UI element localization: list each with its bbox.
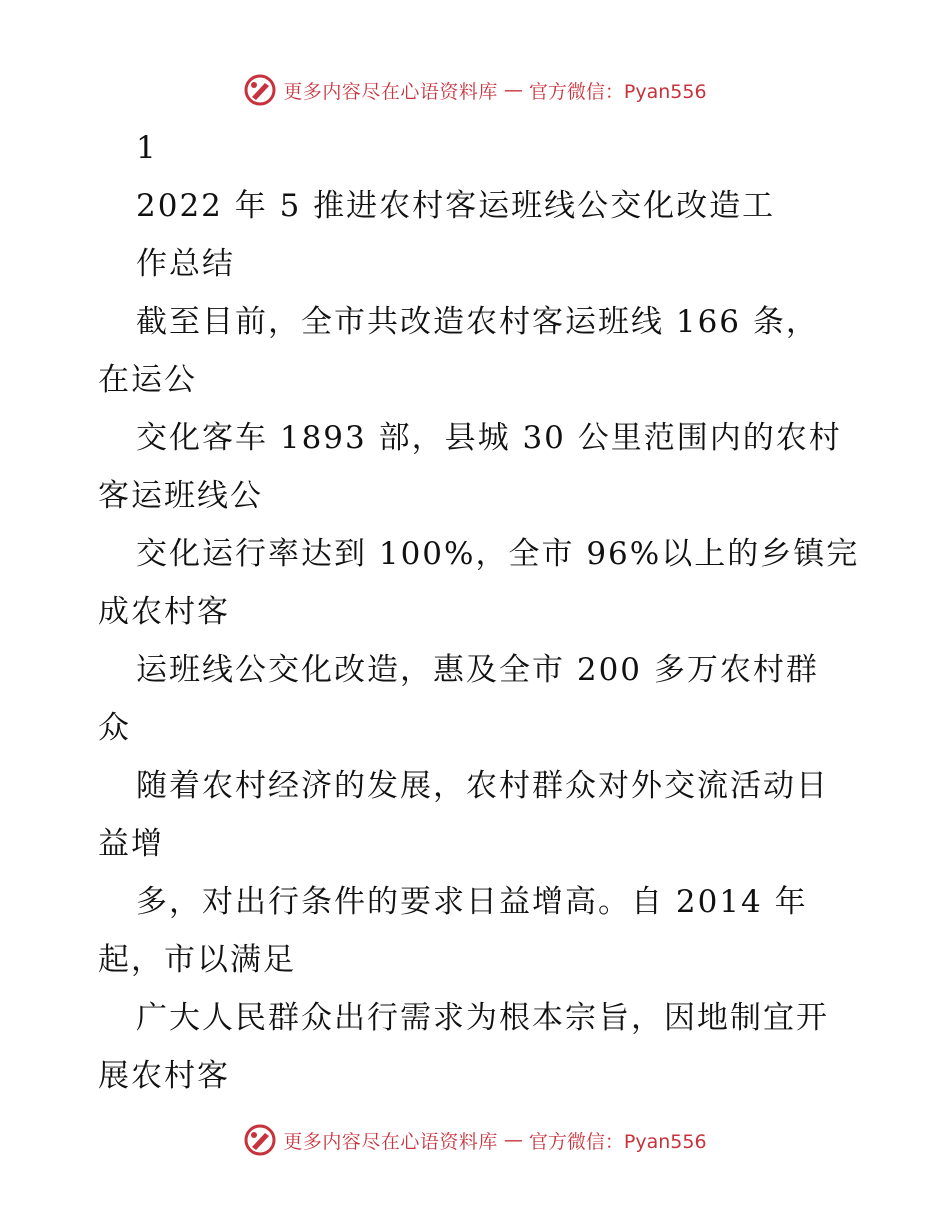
watermark-official: 官方微信：Pyan556 <box>528 80 707 103</box>
body-line: 客运班线公 <box>98 478 263 514</box>
body-line: 成农村客 <box>98 594 230 630</box>
page-number: 1 <box>136 130 158 166</box>
body-line: 截至目前，全市共改造农村客运班线 166 条， <box>136 304 819 340</box>
watermark-official: 官方微信：Pyan556 <box>528 1130 707 1153</box>
body-line: 众 <box>98 710 131 746</box>
pen-seal-icon <box>243 73 277 107</box>
watermark-text: 更多内容尽在心语资料库 <box>283 80 498 103</box>
watermark-separator: — <box>503 1129 523 1151</box>
body-line: 益增 <box>98 826 164 862</box>
pen-seal-icon <box>243 1123 277 1157</box>
body-line: 交化客车 1893 部，县城 30 公里范围内的农村 <box>136 420 842 456</box>
body-line: 在运公 <box>98 362 197 398</box>
body-line: 运班线公交化改造，惠及全市 200 多万农村群 <box>136 652 819 688</box>
watermark-text: 更多内容尽在心语资料库 <box>283 1130 498 1153</box>
body-line: 随着农村经济的发展，农村群众对外交流活动日 <box>136 768 829 804</box>
body-line: 多，对出行条件的要求日益增高。自 2014 年 <box>136 884 808 920</box>
footer-watermark <box>0 1120 950 1160</box>
watermark-separator: — <box>503 79 523 101</box>
document-title-line: 作总结 <box>136 246 235 282</box>
header-watermark <box>0 70 950 110</box>
body-line: 起，市以满足 <box>98 942 296 978</box>
body-line: 交化运行率达到 100%，全市 96%以上的乡镇完 <box>136 536 860 572</box>
body-line: 广大人民群众出行需求为根本宗旨，因地制宜开 <box>136 1000 829 1036</box>
document-title-line: 2022 年 5 推进农村客运班线公交化改造工 <box>136 188 776 224</box>
body-line: 展农村客 <box>98 1058 230 1094</box>
